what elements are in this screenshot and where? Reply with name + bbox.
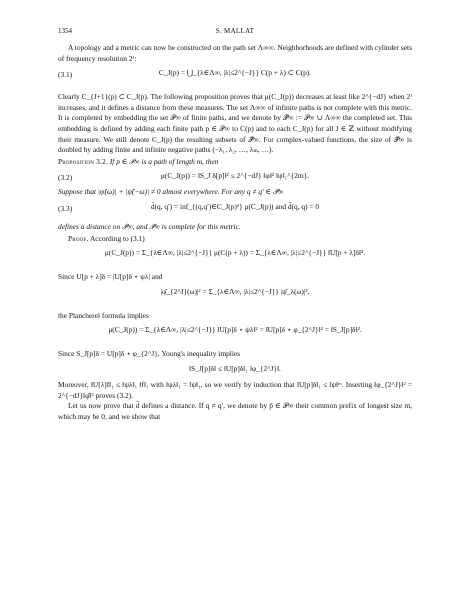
since-sentence-2: Since S_J[p]δ = U[p]δ ⋆ φ_{2^J}, Young's inequality implies [58,349,241,359]
paragraph-topology: A topology and a metric can now be constructed on the path set Λ∞∞. Neighborhoods are defined with cylinder sets of frequency resolution 2ᴶ: [58,43,412,63]
page-body [58,43,412,422]
page-header [58,27,412,39]
proof-equation-1 [58,246,412,270]
proposition-3-2 [58,157,412,168]
equation-3-1 [58,66,412,90]
moreover-paragraph: Moreover, ‖U[λ]f‖₁ ≤ ‖ψλ‖₁ ‖f‖₁ with ‖ψλ‖₁ = ‖ψ‖₁, so we verify by induction that ‖U[p]δ‖₁ ≤ ‖ψ‖ᵐ. Inserting ‖φ_{2^J}‖² = 2^{−dJ}‖φ̂‖² proves (3.2). [58,379,412,400]
proof-label: Proof. [68,233,89,243]
proof-equation-2 [58,285,412,309]
plancherel-sentence: the Plancherel formula implies [58,310,149,320]
equation-body: μ(C_J(p)) = ‖S_J δ[p]‖² ≤ 2^{−dJ} ‖φ‖² ‖ψ‖₁^{2m}. [160,171,310,181]
proof-text: According to (3.1) [89,233,145,243]
equation-body: |φ̂_{2^J}(ω)|² = Σ_{λ∈Λ∞, |λ|≤2^{−J}} |ψ̂_λ(ω)|², [160,286,310,296]
page-number: 1354 [58,27,72,35]
proposition-text: If p ∈ 𝒫∞ is a path of length m, then [109,156,219,166]
last-paragraph: Let us now prove that d̃ defines a distance. If q ≠ q′, we denote by p̄ ∈ 𝒫∞ their common prefix of longest size m, which may be 0, and we show that [58,401,412,421]
since-sentence-1: Since U[p + λ]δ = |U[p]δ ⋆ ψλ| and [58,272,163,282]
proposition-label: Proposition 3.2. [58,156,108,166]
running-head: S. MALLAT [215,27,255,35]
equation-3-3 [58,200,412,220]
equation-body: μ(C_J(p)) = Σ_{λ∈Λ∞, |λ|≤2^{−J}} μ(C(p + λ)) = Σ_{λ∈Λ∞, |λ|≤2^{−J}} ‖U[p + λ]δ‖². [104,248,366,258]
proof-start [58,234,412,245]
equation-body: C_J(p) = ⋃_{λ∈Λ∞, |λ|≤2^{−J}} C(p + λ) ⊂ C(p). [158,68,312,78]
equation-body: ‖S_J[p]δ‖ ≤ ‖U[p]δ‖₁ ‖φ_{2^J}‖. [189,363,281,373]
proof-equation-4 [58,362,412,378]
equation-body: d̃(q, q′) = inf_{(q,q′)∈C_J(p)²} μ(C_J(p)) and d̃(q, q) = 0 [150,201,320,211]
paragraph-cylinder-sets: Clearly C_{J+1}(p) ⊂ C_J(p). The following proposition proves that μ(C_J(p)) decreases at least like 2^{−dJ} when 2ᴶ increases, and it defines a distance from these measures. The set Λ∞∞ of infinite paths is not complete with this metric. It is completed by embedding the set 𝒫∞ of finite paths, and we denote by 𝒫̄∞ := 𝒫∞ ∪ Λ∞∞ the completed set. This embedding is defined by adding each finite path p ∈ 𝒫∞ to C(p) and to each C_J(p) for all J ∈ ℤ without modifying their measure. We still denote C_J(p) the resulting subsets of 𝒫̄∞. For complex-valued functions, the size of 𝒫̄∞ is doubled by adding finite and infinite negative paths (−λ₁, λ₂, …, λₘ, …). [58,92,412,155]
defines-sentence: defines a distance on 𝒫̄∞, and 𝒫̄∞ is complete for this metric. [58,221,241,231]
proof-equation-3 [58,323,412,347]
equation-3-2 [58,169,412,185]
equation-label: (3.1) [58,70,73,80]
equation-body: μ(C_J(p)) = Σ_{λ∈Λ∞, |λ|≤2^{−J}} ‖U[p]δ ⋆ ψλ‖² = ‖U[p]δ ⋆ φ_{2^J}‖² = ‖S_J[p]δ‖². [108,325,362,335]
suppose-sentence: Suppose that |ψ̂(ω)| + |ψ̂(−ω)| ≠ 0 almost everywhere. For any q ≠ q′ ∈ 𝒫̄∞ [58,187,284,197]
equation-label: (3.2) [58,173,73,183]
equation-label: (3.3) [58,203,73,213]
